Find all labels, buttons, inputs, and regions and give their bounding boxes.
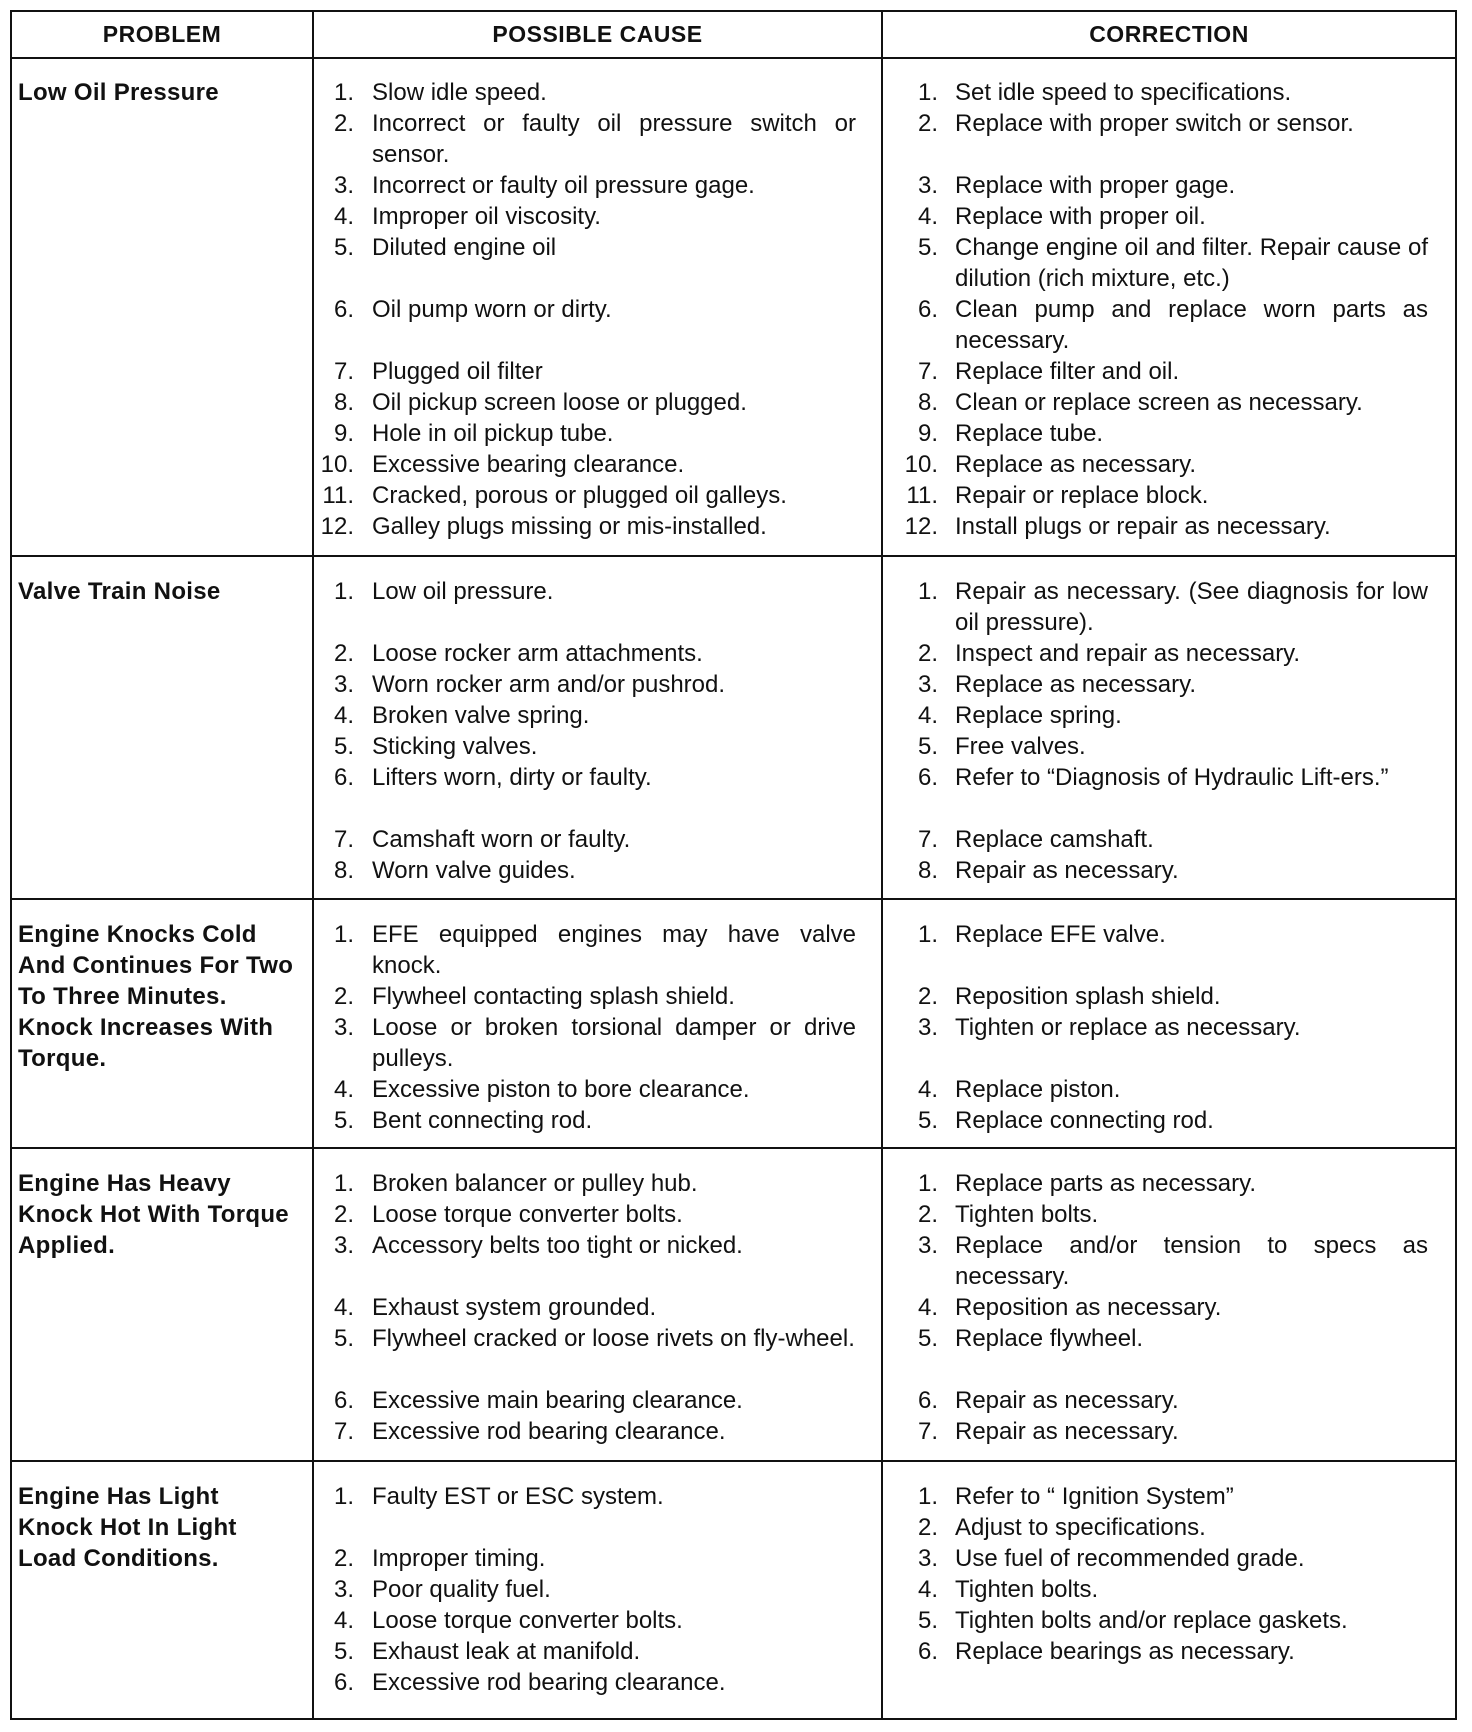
cause-text: Excessive main bearing clearance. bbox=[372, 1387, 743, 1414]
correction-text: Replace as necessary. bbox=[955, 671, 1197, 698]
header-problem: PROBLEM bbox=[102, 20, 222, 47]
correction-text: Repair as necessary. (See diagnosis for low oil pressure). bbox=[955, 578, 1428, 636]
correction-number: 2. bbox=[917, 640, 938, 667]
cause-text: Excessive bearing clearance. bbox=[372, 451, 685, 478]
header-correction: CORRECTION bbox=[1089, 20, 1249, 47]
cause-text: Hole in oil pickup tube. bbox=[372, 420, 614, 447]
correction-number: 12. bbox=[904, 513, 938, 540]
cause-text: Broken balancer or pulley hub. bbox=[372, 1170, 698, 1197]
correction-number: 6. bbox=[917, 1638, 938, 1665]
correction-number: 6. bbox=[917, 764, 938, 791]
cause-text: Flywheel contacting splash shield. bbox=[372, 983, 735, 1010]
correction-text: Set idle speed to specifications. bbox=[955, 79, 1292, 106]
correction-text: Replace and/or tension to specs as necessary. bbox=[955, 1232, 1428, 1290]
cause-number: 3. bbox=[333, 1232, 354, 1259]
row-divider bbox=[10, 1147, 1457, 1149]
correction-text: Repair as necessary. bbox=[955, 857, 1179, 884]
correction-number: 7. bbox=[917, 358, 938, 385]
cause-number: 5. bbox=[333, 1325, 354, 1352]
cause-text: Loose torque converter bolts. bbox=[372, 1201, 683, 1228]
cause-number: 4. bbox=[333, 1294, 354, 1321]
correction-text: Replace flywheel. bbox=[955, 1325, 1144, 1352]
cause-number: 8. bbox=[333, 389, 354, 416]
correction-text: Replace with proper switch or sensor. bbox=[955, 110, 1354, 137]
cause-number: 1. bbox=[333, 1483, 354, 1510]
column-divider bbox=[881, 10, 883, 1720]
row-divider bbox=[10, 1460, 1457, 1462]
correction-text: Replace tube. bbox=[955, 420, 1104, 447]
correction-text: Use fuel of recommended grade. bbox=[955, 1545, 1305, 1572]
cause-number: 2. bbox=[333, 1545, 354, 1572]
cause-text: Diluted engine oil bbox=[372, 234, 557, 261]
correction-number: 2. bbox=[917, 1514, 938, 1541]
cause-number: 7. bbox=[333, 826, 354, 853]
correction-text: Change engine oil and filter. Repair cause of dilution (rich mixture, etc.) bbox=[955, 234, 1428, 292]
cause-number: 6. bbox=[333, 1387, 354, 1414]
cause-text: Cracked, porous or plugged oil galleys. bbox=[372, 482, 787, 509]
cause-text: Worn rocker arm and/or pushrod. bbox=[372, 671, 726, 698]
cause-number: 6. bbox=[333, 1669, 354, 1696]
correction-text: Reposition splash shield. bbox=[955, 983, 1221, 1010]
cause-number: 5. bbox=[333, 234, 354, 261]
cause-number: 8. bbox=[333, 857, 354, 884]
cause-text: Incorrect or faulty oil pressure switch or sensor. bbox=[372, 110, 856, 168]
correction-number: 8. bbox=[917, 857, 938, 884]
cause-number: 1. bbox=[333, 1170, 354, 1197]
cause-text: Lifters worn, dirty or faulty. bbox=[372, 764, 652, 791]
cause-text: Camshaft worn or faulty. bbox=[372, 826, 631, 853]
correction-number: 7. bbox=[917, 826, 938, 853]
correction-text: Replace with proper gage. bbox=[955, 172, 1236, 199]
cause-text: Accessory belts too tight or nicked. bbox=[372, 1232, 743, 1259]
cause-number: 7. bbox=[333, 1418, 354, 1445]
correction-number: 6. bbox=[917, 296, 938, 323]
cause-number: 4. bbox=[333, 702, 354, 729]
cause-text: Improper timing. bbox=[372, 1545, 546, 1572]
correction-text: Tighten or replace as necessary. bbox=[955, 1014, 1301, 1041]
correction-text: Replace camshaft. bbox=[955, 826, 1154, 853]
cause-text: Loose or broken torsional damper or drive pulleys. bbox=[372, 1014, 856, 1072]
correction-text: Clean or replace screen as necessary. bbox=[955, 389, 1363, 416]
cause-number: 3. bbox=[333, 1576, 354, 1603]
cause-number: 5. bbox=[333, 1638, 354, 1665]
correction-text: Refer to “ Ignition System” bbox=[955, 1483, 1234, 1510]
correction-text: Replace spring. bbox=[955, 702, 1122, 729]
cause-text: Sticking valves. bbox=[372, 733, 538, 760]
cause-text: Exhaust system grounded. bbox=[372, 1294, 657, 1321]
correction-number: 2. bbox=[917, 1201, 938, 1228]
cause-text: Flywheel cracked or loose rivets on fly-wheel. bbox=[372, 1325, 855, 1352]
problem-label: Engine Has Light Knock Hot In Light Load Conditions. bbox=[18, 1483, 237, 1572]
correction-number: 1. bbox=[917, 79, 938, 106]
correction-text: Replace bearings as necessary. bbox=[955, 1638, 1295, 1665]
cause-number: 3. bbox=[333, 172, 354, 199]
correction-text: Replace as necessary. bbox=[955, 451, 1197, 478]
cause-text: Galley plugs missing or mis-installed. bbox=[372, 513, 767, 540]
problem-label: Valve Train Noise bbox=[18, 578, 221, 605]
correction-number: 2. bbox=[917, 983, 938, 1010]
cause-number: 2. bbox=[333, 110, 354, 137]
correction-text: Repair as necessary. bbox=[955, 1418, 1179, 1445]
correction-number: 5. bbox=[917, 1107, 938, 1134]
cause-number: 4. bbox=[333, 203, 354, 230]
correction-text: Clean pump and replace worn parts as necessary. bbox=[955, 296, 1428, 354]
cause-text: Exhaust leak at manifold. bbox=[372, 1638, 641, 1665]
correction-text: Repair as necessary. bbox=[955, 1387, 1179, 1414]
cause-text: Oil pump worn or dirty. bbox=[372, 296, 612, 323]
cause-number: 3. bbox=[333, 1014, 354, 1041]
correction-number: 9. bbox=[917, 420, 938, 447]
cause-text: Plugged oil filter bbox=[372, 358, 543, 385]
correction-text: Inspect and repair as necessary. bbox=[955, 640, 1301, 667]
correction-text: Tighten bolts. bbox=[955, 1576, 1099, 1603]
cause-number: 6. bbox=[333, 764, 354, 791]
cause-number: 3. bbox=[333, 671, 354, 698]
correction-number: 6. bbox=[917, 1387, 938, 1414]
row-divider bbox=[10, 555, 1457, 557]
correction-number: 5. bbox=[917, 1325, 938, 1352]
correction-number: 4. bbox=[917, 1576, 938, 1603]
correction-number: 1. bbox=[917, 921, 938, 948]
cause-text: Improper oil viscosity. bbox=[372, 203, 601, 230]
correction-number: 3. bbox=[917, 172, 938, 199]
correction-text: Refer to “Diagnosis of Hydraulic Lift-ers.” bbox=[955, 764, 1389, 791]
cause-number: 12. bbox=[320, 513, 354, 540]
correction-number: 4. bbox=[917, 203, 938, 230]
correction-text: Replace EFE valve. bbox=[955, 921, 1166, 948]
cause-text: Worn valve guides. bbox=[372, 857, 576, 884]
cause-text: EFE equipped engines may have valve knock. bbox=[372, 921, 856, 979]
correction-number: 10. bbox=[904, 451, 938, 478]
cause-text: Slow idle speed. bbox=[372, 79, 547, 106]
correction-number: 5. bbox=[917, 733, 938, 760]
correction-number: 5. bbox=[917, 234, 938, 261]
cause-number: 1. bbox=[333, 578, 354, 605]
cause-text: Faulty EST or ESC system. bbox=[372, 1483, 664, 1510]
problem-label: Engine Has Heavy Knock Hot With Torque Applied. bbox=[18, 1170, 289, 1259]
cause-text: Excessive rod bearing clearance. bbox=[372, 1669, 726, 1696]
correction-text: Replace piston. bbox=[955, 1076, 1121, 1103]
cause-text: Excessive rod bearing clearance. bbox=[372, 1418, 726, 1445]
problem-label: Engine Knocks Cold And Continues For Two To Three Minutes. Knock Increases With Torque. bbox=[18, 921, 294, 1072]
cause-text: Oil pickup screen loose or plugged. bbox=[372, 389, 747, 416]
cause-number: 2. bbox=[333, 983, 354, 1010]
cause-number: 2. bbox=[333, 640, 354, 667]
correction-number: 3. bbox=[917, 1545, 938, 1572]
correction-text: Tighten bolts. bbox=[955, 1201, 1099, 1228]
correction-text: Free valves. bbox=[955, 733, 1086, 760]
cause-number: 4. bbox=[333, 1607, 354, 1634]
cause-number: 11. bbox=[322, 482, 354, 509]
correction-text: Repair or replace block. bbox=[955, 482, 1209, 509]
header-possible-cause: POSSIBLE CAUSE bbox=[492, 20, 703, 47]
correction-number: 5. bbox=[917, 1607, 938, 1634]
correction-number: 7. bbox=[917, 1418, 938, 1445]
correction-number: 8. bbox=[917, 389, 938, 416]
cause-number: 7. bbox=[333, 358, 354, 385]
correction-number: 4. bbox=[917, 702, 938, 729]
cause-text: Loose torque converter bolts. bbox=[372, 1607, 683, 1634]
correction-number: 1. bbox=[917, 1170, 938, 1197]
cause-text: Loose rocker arm attachments. bbox=[372, 640, 703, 667]
correction-number: 1. bbox=[917, 1483, 938, 1510]
correction-text: Replace with proper oil. bbox=[955, 203, 1206, 230]
correction-number: 4. bbox=[917, 1294, 938, 1321]
cause-number: 5. bbox=[333, 733, 354, 760]
correction-number: 3. bbox=[917, 671, 938, 698]
problem-label: Low Oil Pressure bbox=[18, 79, 219, 106]
cause-number: 9. bbox=[333, 420, 354, 447]
correction-number: 1. bbox=[917, 578, 938, 605]
cause-number: 10. bbox=[320, 451, 354, 478]
correction-number: 4. bbox=[917, 1076, 938, 1103]
correction-text: Tighten bolts and/or replace gaskets. bbox=[955, 1607, 1348, 1634]
cause-number: 2. bbox=[333, 1201, 354, 1228]
cause-text: Low oil pressure. bbox=[372, 578, 554, 605]
cause-number: 5. bbox=[333, 1107, 354, 1134]
cause-text: Poor quality fuel. bbox=[372, 1576, 551, 1603]
correction-number: 3. bbox=[917, 1232, 938, 1259]
correction-number: 11. bbox=[906, 482, 938, 509]
cause-text: Broken valve spring. bbox=[372, 702, 590, 729]
cause-number: 6. bbox=[333, 296, 354, 323]
cause-text: Incorrect or faulty oil pressure gage. bbox=[372, 172, 755, 199]
cause-number: 4. bbox=[333, 1076, 354, 1103]
cause-text: Bent connecting rod. bbox=[372, 1107, 593, 1134]
cause-number: 1. bbox=[333, 79, 354, 106]
correction-text: Replace connecting rod. bbox=[955, 1107, 1214, 1134]
correction-text: Reposition as necessary. bbox=[955, 1294, 1222, 1321]
correction-text: Adjust to specifications. bbox=[955, 1514, 1206, 1541]
correction-text: Replace parts as necessary. bbox=[955, 1170, 1257, 1197]
row-divider bbox=[10, 898, 1457, 900]
cause-number: 1. bbox=[333, 921, 354, 948]
cause-text: Excessive piston to bore clearance. bbox=[372, 1076, 750, 1103]
correction-number: 2. bbox=[917, 110, 938, 137]
correction-number: 3. bbox=[917, 1014, 938, 1041]
correction-text: Replace filter and oil. bbox=[955, 358, 1180, 385]
correction-text: Install plugs or repair as necessary. bbox=[955, 513, 1331, 540]
